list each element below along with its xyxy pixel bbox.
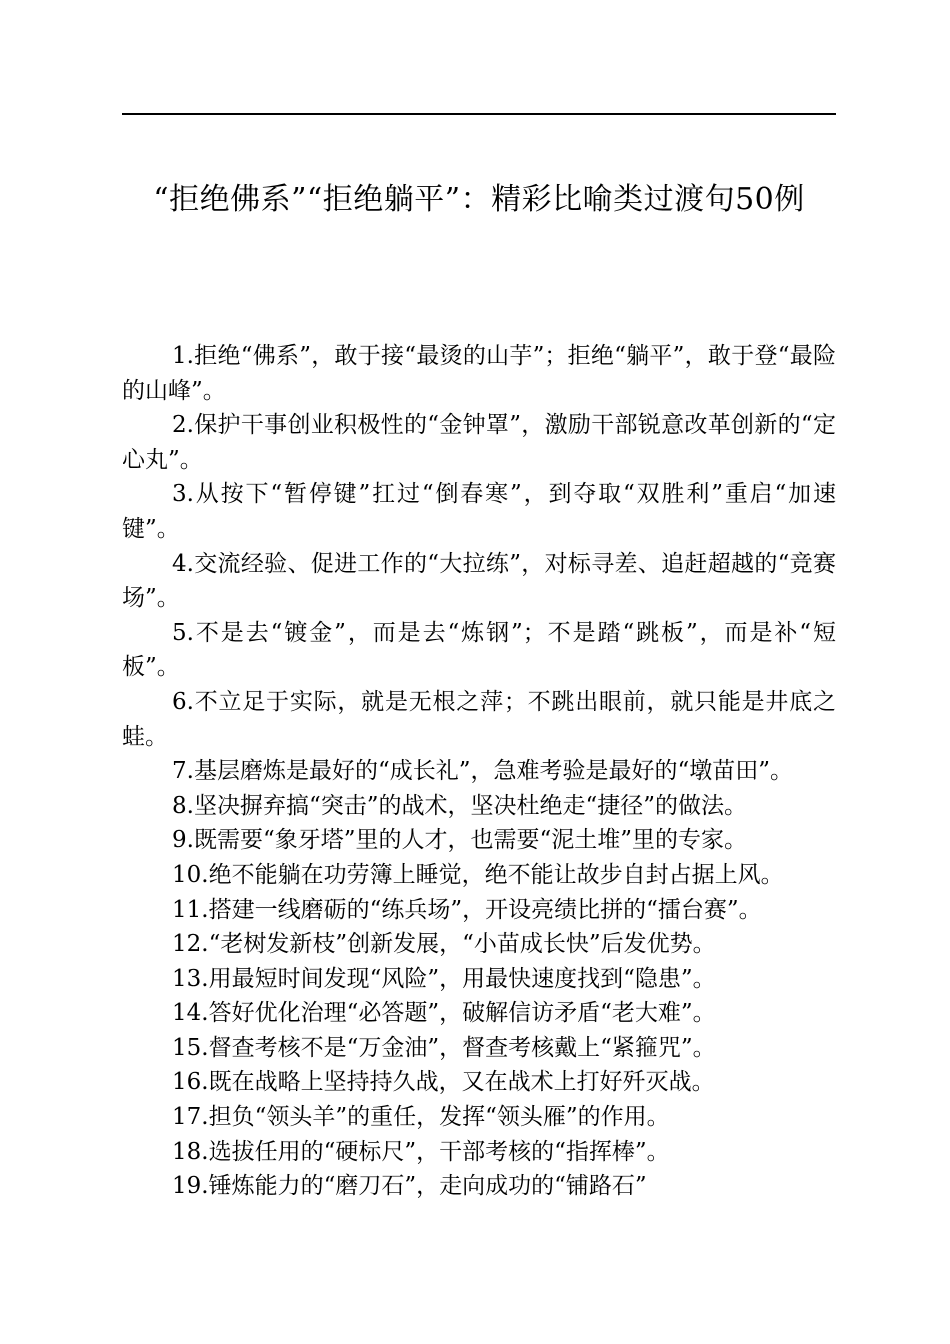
paragraph-7: 7.基层磨炼是最好的“成长礼”，急难考验是最好的“墩苗田”。: [172, 758, 793, 785]
paragraph-13: 13.用最短时间发现“风险”，用最快速度找到“隐患”。: [172, 965, 716, 992]
paragraph-2: 2.保护干事创业积极性的“金钟罩”，激励干部锐意改革创新的“定心丸”。: [122, 412, 836, 473]
header-rule: [122, 113, 836, 115]
paragraph-10: 10.绝不能躺在功劳簿上睡觉，绝不能让故步自封占据上风。: [172, 861, 784, 888]
paragraph-8: 8.坚决摒弃搞“突击”的战术，坚决杜绝走“捷径”的做法。: [172, 792, 747, 819]
paragraph-5: 5.不是去“镀金”，而是去“炼钢”；不是踏“跳板”，而是补“短板”。: [122, 619, 836, 681]
paragraph-11: 11.搭建一线磨砺的“练兵场”，开设亮绩比拼的“擂台赛”。: [172, 896, 762, 923]
paragraph-16: 16.既在战略上坚持持久战，又在战术上打好歼灭战。: [172, 1069, 715, 1096]
paragraph-12: 12.“老树发新枝”创新发展，“小苗成长快”后发优势。: [172, 931, 716, 958]
paragraph-1: 1.拒绝“佛系”，敢于接“最烫的山芋”；拒绝“躺平”，敢于登“最险的山峰”。: [122, 343, 836, 404]
paragraph-18: 18.选拔任用的“硬标尺”，干部考核的“指挥棒”。: [172, 1138, 670, 1165]
paragraph-6: 6.不立足于实际，就是无根之萍；不跳出眼前，就只能是井底之蛙。: [122, 688, 836, 750]
document-body: [122, 339, 836, 1204]
paragraph-17: 17.担负“领头羊”的重任，发挥“领头雁”的作用。: [172, 1104, 670, 1131]
paragraph-3: 3.从按下“暂停键”扛过“倒春寒”，到夺取“双胜利”重启“加速键”。: [122, 481, 836, 542]
paragraph-15: 15.督查考核不是“万金油”，督查考核戴上“紧箍咒”。: [172, 1034, 716, 1061]
paragraph-14: 14.答好优化治理“必答题”，破解信访矛盾“老大难”。: [172, 1000, 716, 1027]
document-title: “拒绝佛系”“拒绝躺平”：精彩比喻类过渡句50例: [153, 182, 805, 217]
paragraph-9: 9.既需要“象牙塔”里的人才，也需要“泥土堆”里的专家。: [172, 827, 747, 854]
paragraph-19: 19.锤炼能力的“磨刀石”，走向成功的“铺路石”: [172, 1173, 647, 1200]
paragraph-4: 4.交流经验、促进工作的“大拉练”，对标寻差、追赶超越的“竞赛场”。: [122, 550, 836, 612]
